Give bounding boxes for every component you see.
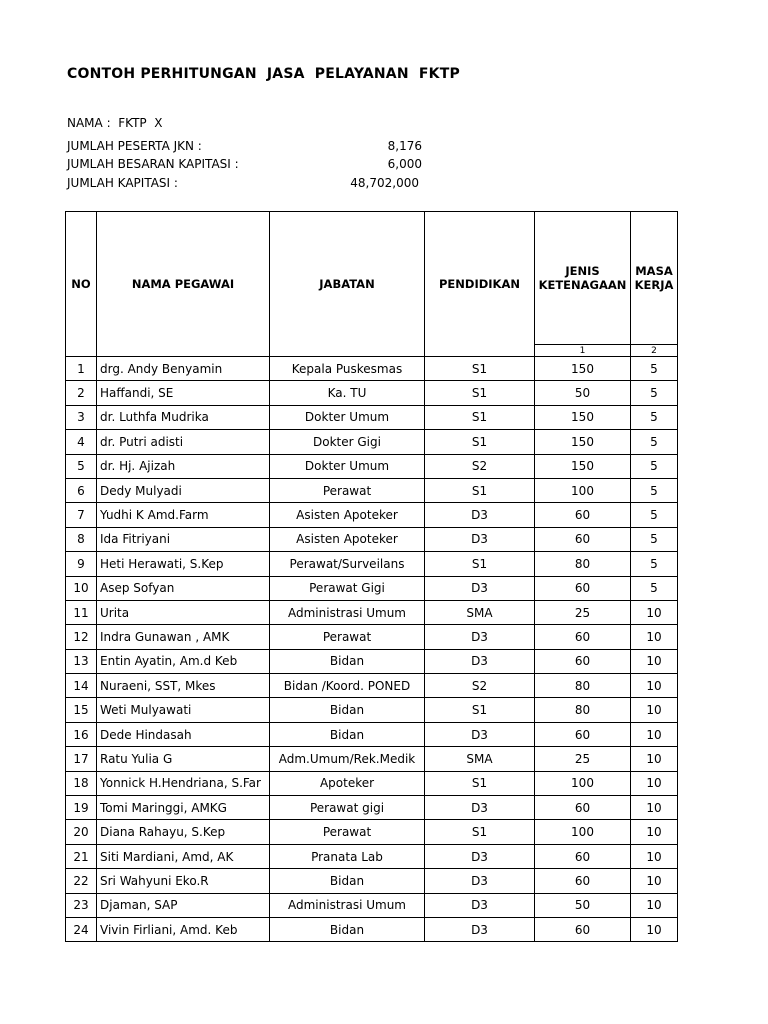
fktp-name: NAMA : FKTP X <box>67 116 163 130</box>
info-label-kapitasi: JUMLAH KAPITASI : <box>67 176 178 190</box>
cell-jenis-ketenagaan: 60 <box>535 576 631 600</box>
cell-jenis-ketenagaan: 60 <box>535 527 631 551</box>
cell-jenis-ketenagaan: 50 <box>535 893 631 917</box>
cell-nama: Ida Fitriyani <box>97 527 270 551</box>
cell-no: 6 <box>66 478 97 502</box>
cell-jabatan: Kepala Puskesmas <box>270 357 425 381</box>
table-row <box>66 552 678 576</box>
cell-no: 21 <box>66 844 97 868</box>
cell-masa-kerja: 5 <box>631 576 678 600</box>
cell-jenis-ketenagaan: 100 <box>535 771 631 795</box>
cell-masa-kerja: 5 <box>631 454 678 478</box>
cell-jenis-ketenagaan: 100 <box>535 478 631 502</box>
table-row <box>66 771 678 795</box>
cell-jenis-ketenagaan: 100 <box>535 820 631 844</box>
table-row <box>66 893 678 917</box>
header-jenis-ketenagaan: JENIS KETENAGAAN <box>535 212 631 345</box>
info-value-besaran: 6,000 <box>387 157 422 171</box>
cell-masa-kerja: 10 <box>631 869 678 893</box>
cell-no: 9 <box>66 552 97 576</box>
cell-pendidikan: S1 <box>425 820 535 844</box>
table-row <box>66 381 678 405</box>
cell-jenis-ketenagaan: 150 <box>535 430 631 454</box>
table-row <box>66 917 678 941</box>
cell-nama: Haffandi, SE <box>97 381 270 405</box>
table-row <box>66 454 678 478</box>
cell-jabatan: Bidan <box>270 649 425 673</box>
cell-masa-kerja: 5 <box>631 357 678 381</box>
cell-jabatan: Administrasi Umum <box>270 600 425 624</box>
cell-masa-kerja: 5 <box>631 405 678 429</box>
table-row <box>66 820 678 844</box>
cell-masa-kerja: 5 <box>631 552 678 576</box>
cell-masa-kerja: 5 <box>631 503 678 527</box>
cell-jabatan: Perawat/Surveilans <box>270 552 425 576</box>
cell-pendidikan: S2 <box>425 454 535 478</box>
cell-jabatan: Ka. TU <box>270 381 425 405</box>
cell-masa-kerja: 10 <box>631 698 678 722</box>
cell-nama: Sri Wahyuni Eko.R <box>97 869 270 893</box>
cell-jenis-ketenagaan: 150 <box>535 405 631 429</box>
header-masa-kerja: MASA KERJA <box>631 212 678 345</box>
cell-no: 13 <box>66 649 97 673</box>
cell-jabatan: Asisten Apoteker <box>270 503 425 527</box>
table-row <box>66 576 678 600</box>
cell-jenis-ketenagaan: 60 <box>535 649 631 673</box>
cell-masa-kerja: 10 <box>631 674 678 698</box>
cell-nama: Urita <box>97 600 270 624</box>
header-nama-pegawai: NAMA PEGAWAI <box>97 212 270 357</box>
cell-jenis-ketenagaan: 60 <box>535 869 631 893</box>
table-row <box>66 600 678 624</box>
cell-jenis-ketenagaan: 60 <box>535 503 631 527</box>
cell-jabatan: Bidan <box>270 917 425 941</box>
cell-jenis-ketenagaan: 60 <box>535 844 631 868</box>
cell-no: 3 <box>66 405 97 429</box>
info-label-besaran: JUMLAH BESARAN KAPITASI : <box>67 157 239 171</box>
cell-pendidikan: S1 <box>425 478 535 502</box>
cell-masa-kerja: 5 <box>631 478 678 502</box>
header-pendidikan: PENDIDIKAN <box>425 212 535 357</box>
info-value-kapitasi: 48,702,000 <box>350 176 419 190</box>
cell-nama: Dedy Mulyadi <box>97 478 270 502</box>
table-row <box>66 722 678 746</box>
info-label-peserta: JUMLAH PESERTA JKN : <box>67 139 202 153</box>
cell-no: 12 <box>66 625 97 649</box>
cell-nama: Diana Rahayu, S.Kep <box>97 820 270 844</box>
cell-nama: drg. Andy Benyamin <box>97 357 270 381</box>
cell-jabatan: Bidan <box>270 869 425 893</box>
table-row <box>66 844 678 868</box>
cell-masa-kerja: 10 <box>631 771 678 795</box>
table-row <box>66 357 678 381</box>
cell-masa-kerja: 10 <box>631 820 678 844</box>
cell-jenis-ketenagaan: 60 <box>535 625 631 649</box>
cell-no: 1 <box>66 357 97 381</box>
cell-nama: Asep Sofyan <box>97 576 270 600</box>
cell-masa-kerja: 10 <box>631 844 678 868</box>
cell-no: 4 <box>66 430 97 454</box>
cell-pendidikan: SMA <box>425 600 535 624</box>
cell-nama: Weti Mulyawati <box>97 698 270 722</box>
cell-jenis-ketenagaan: 80 <box>535 674 631 698</box>
table-row <box>66 649 678 673</box>
cell-masa-kerja: 10 <box>631 649 678 673</box>
cell-nama: dr. Putri adisti <box>97 430 270 454</box>
cell-pendidikan: S2 <box>425 674 535 698</box>
cell-pendidikan: S1 <box>425 771 535 795</box>
cell-nama: dr. Hj. Ajizah <box>97 454 270 478</box>
cell-no: 15 <box>66 698 97 722</box>
cell-pendidikan: SMA <box>425 747 535 771</box>
table-row <box>66 405 678 429</box>
cell-jenis-ketenagaan: 80 <box>535 698 631 722</box>
cell-masa-kerja: 10 <box>631 796 678 820</box>
cell-jenis-ketenagaan: 150 <box>535 357 631 381</box>
cell-pendidikan: S1 <box>425 698 535 722</box>
table-body <box>66 357 678 942</box>
employee-table <box>65 211 678 942</box>
cell-pendidikan: D3 <box>425 527 535 551</box>
cell-jabatan: Bidan /Koord. PONED <box>270 674 425 698</box>
cell-pendidikan: S1 <box>425 552 535 576</box>
cell-nama: Yudhi K Amd.Farm <box>97 503 270 527</box>
cell-no: 8 <box>66 527 97 551</box>
cell-pendidikan: D3 <box>425 576 535 600</box>
cell-nama: Nuraeni, SST, Mkes <box>97 674 270 698</box>
cell-nama: Djaman, SAP <box>97 893 270 917</box>
cell-nama: dr. Luthfa Mudrika <box>97 405 270 429</box>
table-row <box>66 503 678 527</box>
cell-pendidikan: D3 <box>425 844 535 868</box>
table-row <box>66 527 678 551</box>
cell-no: 2 <box>66 381 97 405</box>
cell-pendidikan: D3 <box>425 869 535 893</box>
cell-no: 5 <box>66 454 97 478</box>
cell-jabatan: Administrasi Umum <box>270 893 425 917</box>
cell-pendidikan: D3 <box>425 625 535 649</box>
cell-no: 16 <box>66 722 97 746</box>
cell-jabatan: Perawat <box>270 478 425 502</box>
cell-no: 11 <box>66 600 97 624</box>
cell-masa-kerja: 10 <box>631 747 678 771</box>
cell-nama: Vivin Firliani, Amd. Keb <box>97 917 270 941</box>
cell-jabatan: Dokter Gigi <box>270 430 425 454</box>
cell-jabatan: Perawat <box>270 625 425 649</box>
table-row <box>66 869 678 893</box>
cell-jenis-ketenagaan: 60 <box>535 796 631 820</box>
subheader-masa-number: 2 <box>631 345 678 357</box>
page-title: CONTOH PERHITUNGAN JASA PELAYANAN FKTP <box>67 66 460 82</box>
cell-no: 18 <box>66 771 97 795</box>
cell-masa-kerja: 10 <box>631 625 678 649</box>
cell-no: 23 <box>66 893 97 917</box>
cell-nama: Dede Hindasah <box>97 722 270 746</box>
cell-jabatan: Bidan <box>270 722 425 746</box>
table-row <box>66 698 678 722</box>
header-jabatan: JABATAN <box>270 212 425 357</box>
cell-pendidikan: S1 <box>425 405 535 429</box>
cell-nama: Tomi Maringgi, AMKG <box>97 796 270 820</box>
cell-jabatan: Apoteker <box>270 771 425 795</box>
cell-no: 10 <box>66 576 97 600</box>
table-row <box>66 674 678 698</box>
cell-jabatan: Perawat gigi <box>270 796 425 820</box>
cell-jabatan: Perawat <box>270 820 425 844</box>
cell-pendidikan: S1 <box>425 381 535 405</box>
cell-nama: Heti Herawati, S.Kep <box>97 552 270 576</box>
info-value-peserta: 8,176 <box>387 139 422 153</box>
cell-masa-kerja: 5 <box>631 527 678 551</box>
cell-pendidikan: D3 <box>425 649 535 673</box>
cell-pendidikan: D3 <box>425 503 535 527</box>
table-row <box>66 747 678 771</box>
cell-masa-kerja: 5 <box>631 381 678 405</box>
cell-jabatan: Asisten Apoteker <box>270 527 425 551</box>
cell-nama: Ratu Yulia G <box>97 747 270 771</box>
cell-jabatan: Perawat Gigi <box>270 576 425 600</box>
cell-no: 7 <box>66 503 97 527</box>
cell-no: 17 <box>66 747 97 771</box>
cell-masa-kerja: 10 <box>631 600 678 624</box>
cell-pendidikan: D3 <box>425 796 535 820</box>
header-no: NO <box>66 212 97 357</box>
table-row <box>66 478 678 502</box>
cell-nama: Yonnick H.Hendriana, S.Far <box>97 771 270 795</box>
cell-pendidikan: D3 <box>425 893 535 917</box>
cell-no: 24 <box>66 917 97 941</box>
cell-jenis-ketenagaan: 80 <box>535 552 631 576</box>
cell-nama: Entin Ayatin, Am.d Keb <box>97 649 270 673</box>
cell-jenis-ketenagaan: 25 <box>535 600 631 624</box>
cell-masa-kerja: 10 <box>631 722 678 746</box>
cell-pendidikan: S1 <box>425 430 535 454</box>
cell-no: 19 <box>66 796 97 820</box>
cell-no: 20 <box>66 820 97 844</box>
cell-jabatan: Pranata Lab <box>270 844 425 868</box>
cell-jabatan: Dokter Umum <box>270 454 425 478</box>
subheader-jenis-number: 1 <box>535 345 631 357</box>
cell-jenis-ketenagaan: 50 <box>535 381 631 405</box>
cell-jenis-ketenagaan: 60 <box>535 917 631 941</box>
cell-jabatan: Dokter Umum <box>270 405 425 429</box>
cell-jenis-ketenagaan: 150 <box>535 454 631 478</box>
cell-nama: Indra Gunawan , AMK <box>97 625 270 649</box>
cell-nama: Siti Mardiani, Amd, AK <box>97 844 270 868</box>
cell-no: 14 <box>66 674 97 698</box>
table-row <box>66 796 678 820</box>
cell-masa-kerja: 10 <box>631 917 678 941</box>
cell-masa-kerja: 5 <box>631 430 678 454</box>
cell-jabatan: Bidan <box>270 698 425 722</box>
table-row <box>66 430 678 454</box>
cell-pendidikan: D3 <box>425 917 535 941</box>
table-row <box>66 625 678 649</box>
cell-pendidikan: D3 <box>425 722 535 746</box>
cell-jenis-ketenagaan: 60 <box>535 722 631 746</box>
cell-jenis-ketenagaan: 25 <box>535 747 631 771</box>
cell-no: 22 <box>66 869 97 893</box>
cell-masa-kerja: 10 <box>631 893 678 917</box>
cell-pendidikan: S1 <box>425 357 535 381</box>
cell-jabatan: Adm.Umum/Rek.Medik <box>270 747 425 771</box>
